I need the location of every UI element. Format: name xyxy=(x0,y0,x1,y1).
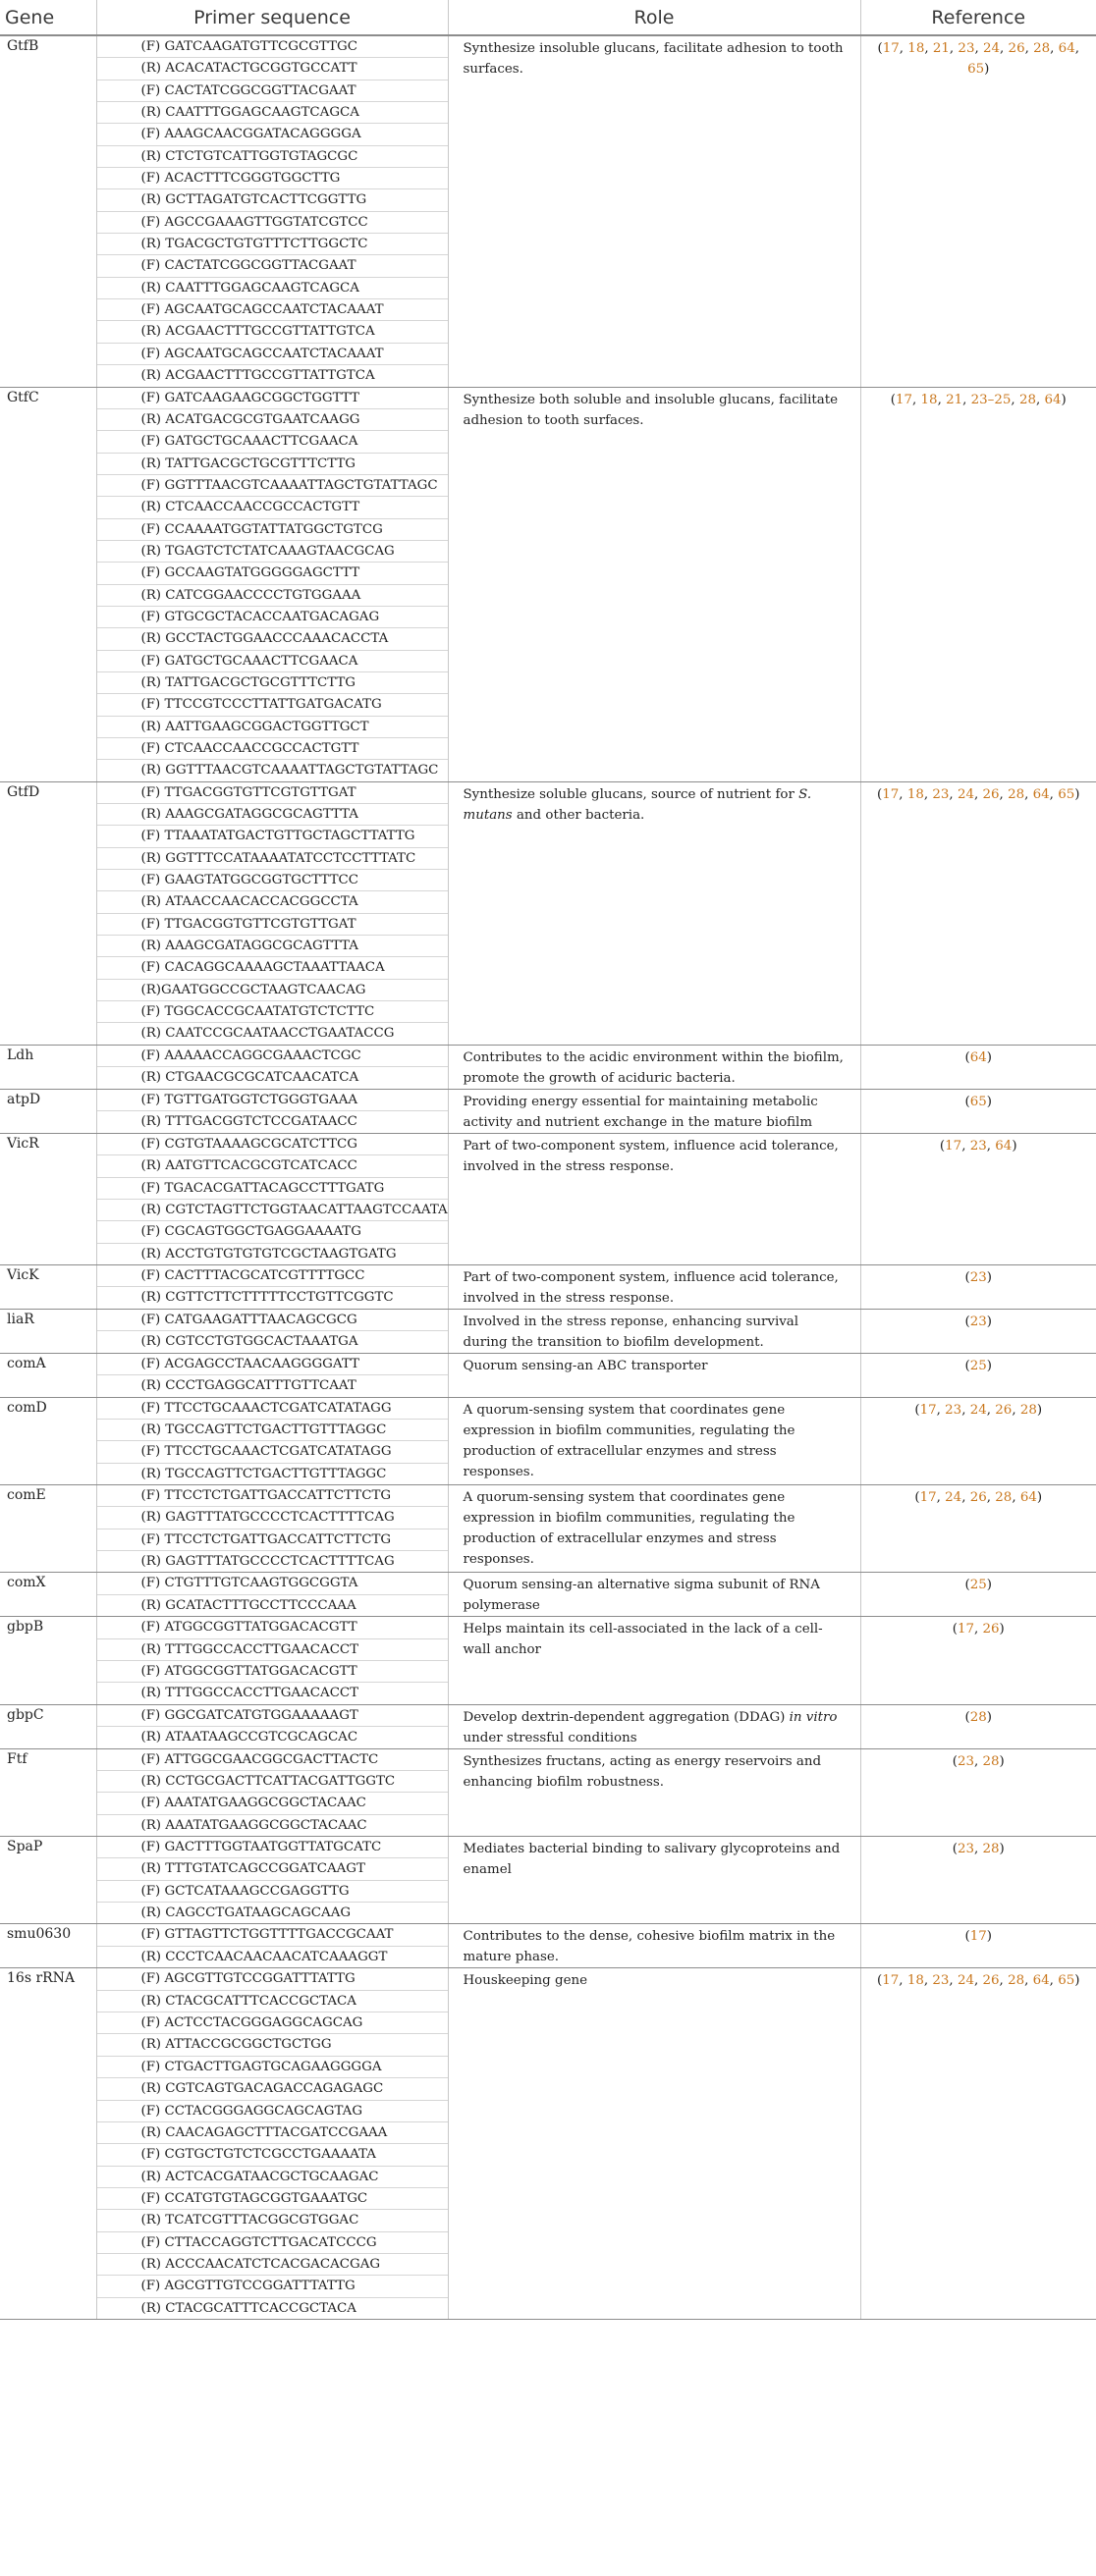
primer-sequence: (R) TGACGCTGTGTTTCTTGGCTC xyxy=(97,233,448,254)
reference-link[interactable]: 23 xyxy=(957,1842,974,1857)
reference-link[interactable]: 23 xyxy=(969,1138,987,1154)
primer-sequence: (F) TTCCTGCAAACTCGATCATATAGG xyxy=(140,1400,392,1416)
role-text: Contributes to the acidic environment within the biofilm, promote the growth of aciduric bacteria. xyxy=(463,1049,844,1086)
primer-sequence: (R) CAATTTGGAGCAAGTCAGCA xyxy=(97,277,448,298)
primer-sequence: (R) CATCGGAACCCCTGTGGAAA xyxy=(97,584,448,606)
primer-sequence: (R) CTACGCATTTCACCGCTACA xyxy=(97,1990,448,2012)
reference-link[interactable]: 17 xyxy=(945,1138,962,1154)
primer-sequence: (R) GCATACTTTGCCTTCCCAAA xyxy=(97,1594,448,1616)
primer-sequence: (F) CTGTTTGTCAAGTGGCGGTA xyxy=(140,1576,358,1591)
primer-sequence: (F) TTCCGTCCCTTATTGATGACATG xyxy=(97,693,448,715)
primer-sequence: (R) GCTTAGATGTCACTTCGGTTG xyxy=(97,188,448,210)
primer-sequence: (R) GAGTTTATGCCCCTCACTTTTCAG xyxy=(97,1506,448,1528)
primer-sequence: (F) ACGAGCCTAACAAGGGGATT xyxy=(140,1356,359,1371)
primer-list xyxy=(96,1704,448,1748)
primer-sequence: (R) CAGCCTGATAAGCAGCAAG xyxy=(97,1902,448,1923)
primer-sequence: (F) ATGGCGGTTATGGACACGTT xyxy=(140,1620,357,1636)
primer-list xyxy=(96,1484,448,1572)
primer-sequence: (F) AAAGCAACGGATACAGGGGA xyxy=(97,123,448,144)
reference-link[interactable]: 26 xyxy=(1008,41,1025,56)
primer-list xyxy=(96,1309,448,1353)
reference-link[interactable]: 23 xyxy=(957,1753,974,1769)
table-row xyxy=(0,1089,1096,1133)
primer-sequence: (F) GTGCGCTACACCAATGACAGAG xyxy=(97,606,448,627)
primer-sequence: (R) TGCCAGTTCTGACTTGTTTAGGC xyxy=(97,1463,448,1484)
reference-link[interactable]: 28 xyxy=(1008,786,1025,802)
reference-list: (23) xyxy=(860,1264,1096,1309)
primer-list xyxy=(96,35,448,387)
primer-sequence: (F) CGTGTAAAAGCGCATCTTCG xyxy=(140,1136,357,1152)
reference-link[interactable]: 25 xyxy=(969,1578,987,1593)
primer-sequence: (F) AAAAACCAGGCGAAACTCGC xyxy=(140,1047,361,1063)
reference-link[interactable]: 21 xyxy=(946,392,963,407)
primer-sequence: (R) CGTCAGTGACAGACCAGAGAGC xyxy=(97,2077,448,2099)
role-text: Synthesize insoluble glucans, facilitate adhesion to tooth surfaces. xyxy=(463,41,844,77)
reference-list: (17, 18, 23, 24, 26, 28, 64, 65) xyxy=(860,1968,1096,2320)
reference-link[interactable]: 64 xyxy=(1032,1973,1050,1989)
reference-list: (17, 18, 21, 23, 24, 26, 28, 64, 65) xyxy=(860,35,1096,387)
primer-sequence: (R) ACATGACGCGTGAATCAAGG xyxy=(97,408,448,430)
primer-sequence: (F) CCATGTGTAGCGGTGAAATGC xyxy=(97,2187,448,2209)
header-reference: Reference xyxy=(860,0,1096,35)
gene-name: Ldh xyxy=(0,1045,96,1089)
primer-list xyxy=(96,1133,448,1264)
table-row xyxy=(0,1837,1096,1924)
gene-name: comA xyxy=(0,1353,96,1397)
role-text: Helps maintain its cell-associated in the lack of a cell-wall anchor xyxy=(463,1622,823,1658)
primer-list xyxy=(96,1573,448,1617)
reference-list: (17, 23, 64) xyxy=(860,1133,1096,1264)
role-text: Synthesize both soluble and insoluble glucans, facilitate adhesion to tooth surfaces. xyxy=(463,392,839,428)
gene-role xyxy=(448,781,860,1045)
primer-sequence: (R) ACCCAACATCTCACGACACGAG xyxy=(97,2253,448,2275)
role-text: Providing energy essential for maintaining metabolic activity and nutrient exchange in the mature biofilm xyxy=(463,1094,818,1130)
primer-sequence: (R) TGAGTCTCTATCAAAGTAACGCAG xyxy=(97,540,448,562)
primer-sequence: (F) CTCAACCAACCGCCACTGTT xyxy=(97,737,448,759)
role-italic-text: S. mutans xyxy=(463,786,812,823)
primer-sequence: (R) CCCTGAGGCATTTGTTCAAT xyxy=(97,1374,448,1396)
primer-sequence: (R) CGTTCTTCTTTTTCCTGTTCGGTC xyxy=(97,1286,448,1308)
reference-link[interactable]: 64 xyxy=(995,1138,1013,1154)
primer-sequence: (F) CTGACTTGAGTGCAGAAGGGGA xyxy=(97,2056,448,2077)
primer-sequence: (R) AAAGCGATAGGCGCAGTTTA xyxy=(97,803,448,825)
primer-sequence: (R) AAATATGAAGGCGGCTACAAC xyxy=(97,1814,448,1836)
primer-sequence: (F) GATGCTGCAAACTTCGAACA xyxy=(97,650,448,671)
gene-role xyxy=(448,1748,860,1836)
primer-sequence: (F) AGCGTTGTCCGGATTTATTG xyxy=(97,2275,448,2296)
primer-sequence: (R) ACCTGTGTGTGTCGCTAAGTGATG xyxy=(97,1243,448,1264)
reference-link[interactable]: 64 xyxy=(1058,41,1075,56)
reference-link[interactable]: 65 xyxy=(967,62,985,77)
reference-link[interactable]: 64 xyxy=(1044,392,1062,407)
table-row xyxy=(0,1264,1096,1309)
reference-link[interactable]: 23 xyxy=(969,1269,987,1285)
primer-list xyxy=(96,387,448,781)
role-text: Contributes to the dense, cohesive biofilm matrix in the mature phase. xyxy=(463,1929,836,1965)
primer-sequence: (R) CTGAACGCGCATCAACATCA xyxy=(97,1066,448,1088)
reference-link[interactable]: 23 xyxy=(945,1402,962,1418)
role-text: Mediates bacterial binding to salivary glycoproteins and enamel xyxy=(463,1842,841,1878)
role-text: Quorum sensing-an alternative sigma subunit of RNA polymerase xyxy=(463,1578,820,1614)
primer-sequence: (F) CACTATCGGCGGTTACGAAT xyxy=(97,254,448,276)
reference-link[interactable]: 64 xyxy=(1019,1489,1037,1505)
primer-sequence: (R) TCATCGTTTACGGCGTGGAC xyxy=(97,2209,448,2230)
gene-name: comE xyxy=(0,1484,96,1572)
table-row xyxy=(0,1924,1096,1968)
gene-name: atpD xyxy=(0,1089,96,1133)
reference-link[interactable]: 28 xyxy=(969,1709,987,1725)
primer-sequence: (R) TATTGACGCTGCGTTTCTTG xyxy=(97,453,448,474)
primer-list xyxy=(96,781,448,1045)
primer-sequence: (F) AAATATGAAGGCGGCTACAAC xyxy=(97,1792,448,1813)
table-row xyxy=(0,781,1096,1045)
reference-link[interactable]: 65 xyxy=(1058,1973,1075,1989)
reference-link[interactable]: 18 xyxy=(906,786,924,802)
header-row xyxy=(0,0,1096,35)
reference-link[interactable]: 28 xyxy=(1033,41,1051,56)
reference-link[interactable]: 24 xyxy=(969,1402,987,1418)
reference-link[interactable]: 26 xyxy=(982,1973,1000,1989)
reference-link[interactable]: 26 xyxy=(995,1402,1013,1418)
primer-sequence: (F) ATTGGCGAACGGCGACTTACTC xyxy=(140,1751,379,1767)
reference-list: (17, 24, 26, 28, 64) xyxy=(860,1484,1096,1572)
primer-sequence: (F) CACTTTACGCATCGTTTTGCC xyxy=(140,1267,365,1283)
primer-list xyxy=(96,1089,448,1133)
primer-list xyxy=(96,1397,448,1484)
reference-list: (65) xyxy=(860,1089,1096,1133)
table-row xyxy=(0,1045,1096,1089)
role-text: Part of two-component system, influence acid tolerance, involved in the stress response. xyxy=(463,1269,839,1306)
reference-link[interactable]: 24 xyxy=(957,1973,974,1989)
gene-name: 16s rRNA xyxy=(0,1968,96,2320)
reference-list: (23, 28) xyxy=(860,1837,1096,1924)
primer-sequence: (R) CTCTGTCATTGGTGTAGCGC xyxy=(97,145,448,167)
reference-link[interactable]: 18 xyxy=(920,392,938,407)
reference-link[interactable]: 18 xyxy=(907,41,925,56)
primer-sequence: (F) TTCCTCTGATTGACCATTCTTCTG xyxy=(97,1529,448,1550)
gene-role xyxy=(448,1353,860,1397)
reference-link[interactable]: 17 xyxy=(969,1929,987,1945)
table-row xyxy=(0,1617,1096,1704)
primer-sequence: (F) CATGAAGATTTAACAGCGCG xyxy=(140,1312,357,1327)
primer-sequence: (F) ATGGCGGTTATGGACACGTT xyxy=(97,1660,448,1682)
table-row xyxy=(0,1573,1096,1617)
primer-sequence: (F) CTTACCAGGTCTTGACATCCCG xyxy=(97,2231,448,2253)
primer-sequence: (R) CGTCTAGTTCTGGTAACATTAAGTCCAATA xyxy=(97,1199,448,1220)
primer-sequence: (F) CACAGGCAAAAGCTAAATTAACA xyxy=(97,956,448,978)
reference-link[interactable]: 26 xyxy=(969,1489,987,1505)
role-text: under stressful conditions xyxy=(463,1730,637,1745)
gene-role xyxy=(448,1397,860,1484)
gene-role xyxy=(448,1133,860,1264)
primer-sequence: (F) GCCAAGTATGGGGGAGCTTT xyxy=(97,562,448,583)
primer-sequence: (R) AATTGAAGCGGACTGGTTGCT xyxy=(97,716,448,737)
primer-sequence: (F) TTAAATATGACTGTTGCTAGCTTATTG xyxy=(97,825,448,846)
reference-link[interactable]: 65 xyxy=(969,1094,987,1109)
primer-sequence: (F) GATCAAGATGTTCGCGTTGC xyxy=(140,39,357,54)
reference-link[interactable]: 23 xyxy=(932,1973,950,1989)
table-row xyxy=(0,35,1096,387)
header-gene: Gene xyxy=(0,0,96,35)
reference-link[interactable]: 26 xyxy=(982,1622,1000,1637)
primer-sequence: (F) CGTGCTGTCTCGCCTGAAAATA xyxy=(97,2143,448,2165)
reference-link[interactable]: 23 xyxy=(958,41,975,56)
reference-link[interactable]: 17 xyxy=(919,1489,937,1505)
gene-role xyxy=(448,387,860,781)
primer-sequence: (R) TTTGACGGTCTCCGATAACC xyxy=(97,1110,448,1132)
primer-sequence: (R) CGTCCTGTGGCACTAAATGA xyxy=(97,1330,448,1352)
gene-role xyxy=(448,1573,860,1617)
reference-link[interactable]: 24 xyxy=(957,786,974,802)
primer-sequence: (F) CGCAGTGGCTGAGGAAAATG xyxy=(97,1220,448,1242)
reference-list: (25) xyxy=(860,1573,1096,1617)
table-row xyxy=(0,1133,1096,1264)
reference-link[interactable]: 23 xyxy=(969,1314,987,1329)
reference-link[interactable]: 24 xyxy=(982,41,1001,56)
primer-sequence: (F) TGACACGATTACAGCCTTTGATG xyxy=(97,1177,448,1199)
gene-role xyxy=(448,35,860,387)
reference-link[interactable]: 24 xyxy=(945,1489,962,1505)
primer-sequence: (R) ATAATAAGCCGTCGCAGCAC xyxy=(97,1726,448,1747)
primer-list xyxy=(96,1264,448,1309)
reference-list: (17) xyxy=(860,1924,1096,1968)
gene-role xyxy=(448,1837,860,1924)
role-text: Synthesizes fructans, acting as energy reservoirs and enhancing biofilm robustness. xyxy=(463,1753,822,1790)
primer-sequence: (F) GGCGATCATGTGGAAAAAGT xyxy=(140,1707,358,1723)
primer-sequence: (R) ACTCACGATAACGCTGCAAGAC xyxy=(97,2166,448,2187)
reference-list: (25) xyxy=(860,1353,1096,1397)
primer-sequence: (F) TTGACGGTGTTCGTGTTGAT xyxy=(140,784,356,800)
gene-role xyxy=(448,1264,860,1309)
primer-list xyxy=(96,1924,448,1968)
role-text: A quorum-sensing system that coordinates gene expression in biofilm communities, regulating the production of extracellular enzymes and stress responses. xyxy=(463,1489,795,1567)
reference-list: (64) xyxy=(860,1045,1096,1089)
table-row xyxy=(0,1353,1096,1397)
table-row xyxy=(0,1397,1096,1484)
gene-name: Ftf xyxy=(0,1748,96,1836)
gene-role xyxy=(448,1924,860,1968)
role-text: Part of two-component system, influence acid tolerance, involved in the stress response. xyxy=(463,1138,839,1174)
primer-sequence: (F) GCTCATAAAGCCGAGGTTG xyxy=(97,1880,448,1902)
reference-link[interactable]: 28 xyxy=(1008,1973,1025,1989)
reference-list: (28) xyxy=(860,1704,1096,1748)
table-row xyxy=(0,387,1096,781)
reference-list: (17, 18, 21, 23–25, 28, 64) xyxy=(860,387,1096,781)
primer-sequence: (F) ACACTTTCGGGTGGCTTG xyxy=(97,167,448,188)
primer-sequence: (R) TATTGACGCTGCGTTTCTTG xyxy=(97,671,448,693)
reference-link[interactable]: 25 xyxy=(969,1358,987,1373)
gene-role xyxy=(448,1309,860,1353)
header-primer-sequence: Primer sequence xyxy=(96,0,448,35)
primer-sequence: (F) GATCAAGAAGCGGCTGGTTT xyxy=(140,390,359,405)
primer-sequence: (R) GAGTTTATGCCCCTCACTTTTCAG xyxy=(97,1550,448,1572)
gene-name: GtfD xyxy=(0,781,96,1045)
primer-sequence: (R) CTCAACCAACCGCCACTGTT xyxy=(97,496,448,517)
primer-sequence: (F) TTCCTGCAAACTCGATCATATAGG xyxy=(97,1440,448,1462)
primer-sequence: (R) GGTTTAACGTCAAAATTAGCTGTATTAGC xyxy=(97,759,448,780)
primer-list xyxy=(96,1617,448,1704)
primer-sequence: (F) CCTACGGGAGGCAGCAGTAG xyxy=(97,2100,448,2121)
primer-sequence: (F) GAAGTATGGCGGTGCTTTCC xyxy=(97,869,448,890)
primer-list xyxy=(96,1353,448,1397)
reference-link[interactable]: 28 xyxy=(995,1489,1013,1505)
role-text: Develop dextrin-dependent aggregation (DDAG) xyxy=(463,1709,790,1725)
reference-link[interactable]: 17 xyxy=(882,41,900,56)
reference-link[interactable]: 26 xyxy=(982,786,1000,802)
table-row xyxy=(0,1748,1096,1836)
primer-sequence: (F) AGCGTTGTCCGGATTTATTG xyxy=(140,1971,356,1987)
header-role: Role xyxy=(448,0,860,35)
reference-link[interactable]: 64 xyxy=(969,1049,987,1065)
primer-sequence: (F) TTGACGGTGTTCGTGTTGAT xyxy=(97,913,448,935)
primer-sequence: (F) AGCCGAAAGTTGGTATCGTCC xyxy=(97,211,448,233)
primer-sequence: (R) ATAACCAACACCACGGCCTA xyxy=(97,890,448,912)
primer-list xyxy=(96,1045,448,1089)
gene-name: VicR xyxy=(0,1133,96,1264)
gene-name: gbpB xyxy=(0,1617,96,1704)
reference-list: (17, 23, 24, 26, 28) xyxy=(860,1397,1096,1484)
reference-link[interactable]: 17 xyxy=(882,1973,900,1989)
primer-sequence: (F) GACTTTGGTAATGGTTATGCATC xyxy=(140,1840,382,1855)
gene-name: comD xyxy=(0,1397,96,1484)
table-row xyxy=(0,1484,1096,1572)
reference-list: (17, 26) xyxy=(860,1617,1096,1704)
reference-link[interactable]: 17 xyxy=(895,392,912,407)
gene-name: smu0630 xyxy=(0,1924,96,1968)
primer-sequence: (R) ACACATACTGCGGTGCCATT xyxy=(97,57,448,79)
primer-sequence: (R) CAATCCGCAATAACCTGAATACCG xyxy=(97,1022,448,1044)
role-text: Synthesize soluble glucans, source of nutrient for xyxy=(463,786,799,802)
primer-sequence: (F) TGTTGATGGTCTGGGTGAAA xyxy=(140,1092,358,1107)
gene-role xyxy=(448,1617,860,1704)
reference-link[interactable]: 18 xyxy=(906,1973,924,1989)
primer-sequence: (F) GGTTTAACGTCAAAATTAGCTGTATTAGC xyxy=(97,474,448,496)
primer-sequence: (R) TGCCAGTTCTGACTTGTTTAGGC xyxy=(97,1419,448,1440)
reference-link[interactable]: 23 xyxy=(932,786,950,802)
primer-sequence: (F) TGGCACCGCAATATGTCTCTTC xyxy=(97,1000,448,1022)
table-row xyxy=(0,1704,1096,1748)
gene-name: GtfC xyxy=(0,387,96,781)
table-row xyxy=(0,1968,1096,2320)
table-row xyxy=(0,1309,1096,1353)
primer-sequence: (F) ACTCCTACGGGAGGCAGCAG xyxy=(97,2012,448,2033)
role-text: and other bacteria. xyxy=(512,807,645,823)
primer-sequence: (F) GATGCTGCAAACTTCGAACA xyxy=(97,430,448,452)
reference-link[interactable]: 28 xyxy=(982,1842,1000,1857)
reference-link[interactable]: 17 xyxy=(882,786,900,802)
gene-role xyxy=(448,1484,860,1572)
primer-sequence: (R) AAAGCGATAGGCGCAGTTTA xyxy=(97,935,448,956)
primer-sequence: (F) CCAAAATGGTATTATGGCTGTCG xyxy=(97,518,448,540)
role-text: Houskeeping gene xyxy=(463,1973,588,1989)
primer-sequence: (R) ACGAACTTTGCCGTTATTGTCA xyxy=(97,364,448,386)
gene-role xyxy=(448,1704,860,1748)
table-body xyxy=(0,35,1096,2319)
primer-sequence: (F) GTTAGTTCTGGTTTTGACCGCAAT xyxy=(140,1927,394,1943)
gene-name: SpaP xyxy=(0,1837,96,1924)
primer-sequence: (R) CAATTTGGAGCAAGTCAGCA xyxy=(97,101,448,123)
role-italic-text: in vitro xyxy=(789,1709,838,1725)
reference-link[interactable]: 65 xyxy=(1058,786,1075,802)
gene-name: VicK xyxy=(0,1264,96,1309)
role-text: A quorum-sensing system that coordinates gene expression in biofilm communities, regulating the production of extracellular enzymes and stress responses. xyxy=(463,1402,795,1479)
gene-name: liaR xyxy=(0,1309,96,1353)
gene-role xyxy=(448,1968,860,2320)
role-text: Involved in the stress reponse, enhancing survival during the transition to biofilm development. xyxy=(463,1314,799,1350)
reference-link[interactable]: 64 xyxy=(1032,786,1050,802)
primer-sequence: (R) GGTTTCCATAAAATATCCTCCTTTATC xyxy=(97,847,448,869)
primer-sequence: (R) ACGAACTTTGCCGTTATTGTCA xyxy=(97,320,448,342)
primer-list xyxy=(96,1837,448,1924)
reference-link[interactable]: 17 xyxy=(919,1402,937,1418)
primer-sequence: (R) CTACGCATTTCACCGCTACA xyxy=(97,2297,448,2319)
gene-name: comX xyxy=(0,1573,96,1617)
reference-list: (23) xyxy=(860,1309,1096,1353)
reference-link[interactable]: 21 xyxy=(932,41,950,56)
primer-sequence: (F) TTCCTCTGATTGACCATTCTTCTG xyxy=(140,1487,392,1503)
primer-sequence: (R) CCTGCGACTTCATTACGATTGGTC xyxy=(97,1770,448,1792)
gene-role xyxy=(448,1089,860,1133)
primer-sequence: (R) GCCTACTGGAACCCAAACACCTA xyxy=(97,627,448,649)
reference-link[interactable]: 28 xyxy=(1019,1402,1037,1418)
primer-sequence: (F) CACTATCGGCGGTTACGAAT xyxy=(97,80,448,101)
reference-list: (23, 28) xyxy=(860,1748,1096,1836)
primer-sequence: (R) TTTGGCCACCTTGAACACCT xyxy=(97,1682,448,1703)
primer-list xyxy=(96,1968,448,2320)
reference-link[interactable]: 23–25 xyxy=(970,392,1012,407)
gene-role xyxy=(448,1045,860,1089)
role-text: Quorum sensing-an ABC transporter xyxy=(463,1358,708,1373)
primer-sequence: (R) CAACAGAGCTTTACGATCCGAAA xyxy=(97,2121,448,2143)
primer-sequence: (R) ATTACCGCGGCTGCTGG xyxy=(97,2033,448,2055)
primer-sequence: (R) TTTGTATCAGCCGGATCAAGT xyxy=(97,1857,448,1879)
primer-sequence: (F) AGCAATGCAGCCAATCTACAAAT xyxy=(97,343,448,364)
reference-list: (17, 18, 23, 24, 26, 28, 64, 65) xyxy=(860,781,1096,1045)
primer-list xyxy=(96,1748,448,1836)
primer-sequence: (R) TTTGGCCACCTTGAACACCT xyxy=(97,1638,448,1660)
reference-link[interactable]: 28 xyxy=(982,1753,1000,1769)
primer-sequence: (F) AGCAATGCAGCCAATCTACAAAT xyxy=(97,298,448,320)
reference-link[interactable]: 17 xyxy=(957,1622,974,1637)
primer-sequence: (R) AATGTTCACGCGTCATCACC xyxy=(97,1154,448,1176)
primer-sequence: (R)GAATGGCCGCTAAGTCAACAG xyxy=(97,979,448,1000)
primer-sequence: (R) CCCTCAACAACAACATCAAAGGT xyxy=(97,1946,448,1967)
gene-name: GtfB xyxy=(0,35,96,387)
gene-name: gbpC xyxy=(0,1704,96,1748)
reference-link[interactable]: 28 xyxy=(1018,392,1036,407)
